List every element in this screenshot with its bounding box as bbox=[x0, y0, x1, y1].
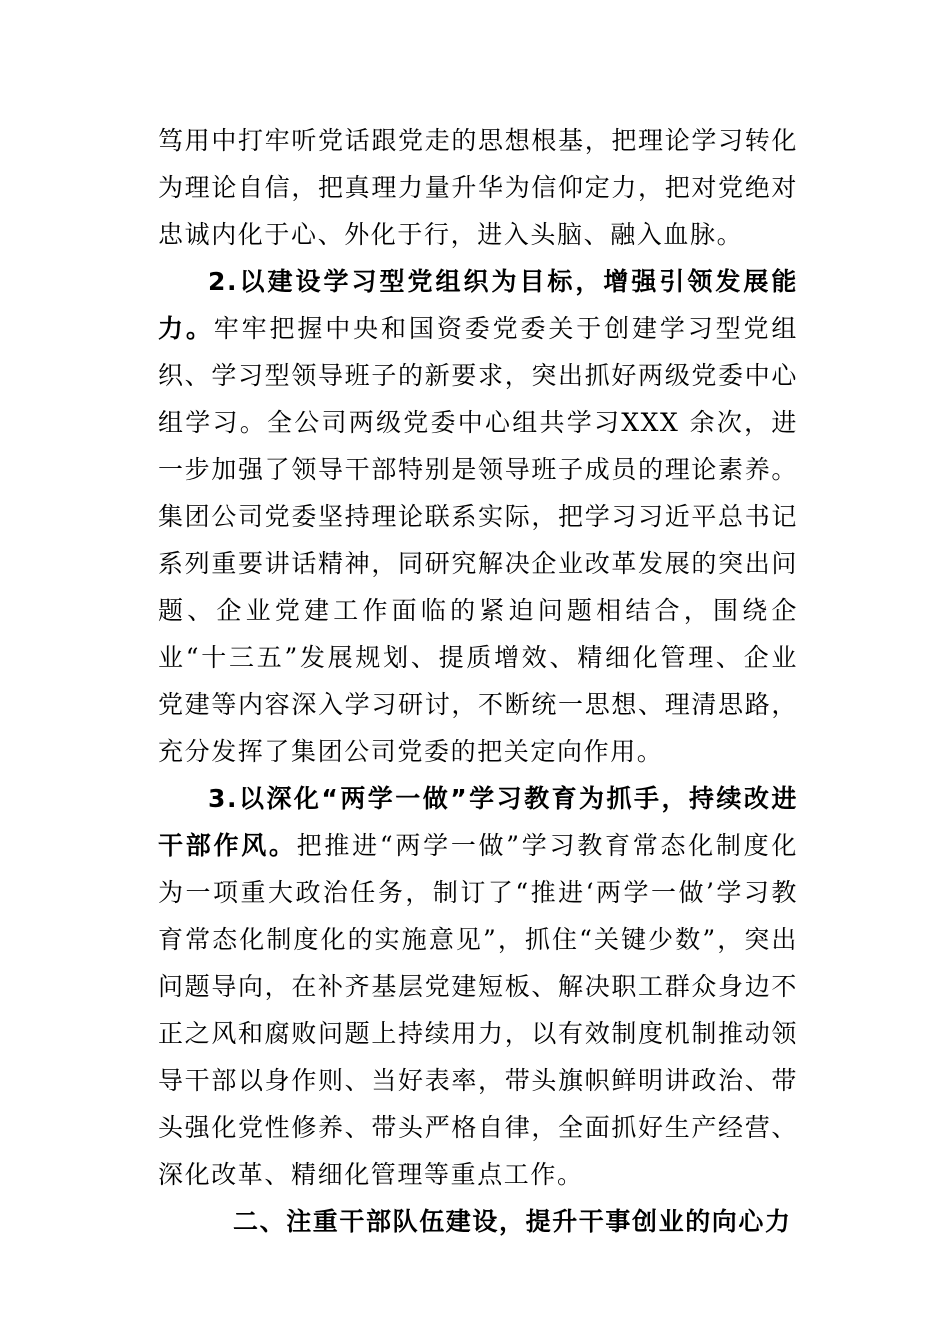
paragraph-two-studies bbox=[158, 775, 798, 1198]
paragraph-continuation bbox=[158, 117, 798, 258]
paragraph-text: 笃用中打牢听党话跟党走的思想根基，把理论学习转化为理论自信，把真理力量升华为信仰定力，把对党绝对忠诚内化于心、外化于行，进入头脑、融入血脉。 bbox=[158, 126, 798, 249]
section-heading: 二、注重干部队伍建设，提升干事创业的向心力 bbox=[233, 1207, 792, 1236]
paragraph-lead-heading: 2.以建设学习型党组织为目标，增强引领发展能力。 bbox=[158, 267, 798, 343]
paragraph-text: 牢牢把握中央和国资委党委关于创建学习型党组织、学习型领导班子的新要求，突出抓好两级党委中心组学习。全公司两级党委中心组共学习XXX 余次，进一步加强了领导干部特别是领导班子成员的理论素养。集团公司党委坚持理论联系实际，把学习习近平总书记系列重要讲话精神，同研究解决企业改革发展的突出问题、企业党建工作面临的紧迫问题相结合，围绕企业“十三五”发展规划、提质增效、精细化管理、企业党建等内容深入学习研讨，不断统一思想、理清思路，充分发挥了集团公司党委的把关定向作用。 bbox=[158, 314, 798, 766]
paragraph-learning-organization bbox=[158, 258, 798, 775]
paragraph-text: 把推进“两学一做”学习教育常态化制度化为一项重大政治任务，制订了“推进‘两学一做’学习教育常态化制度化的实施意见”，抓住“关键少数”，突出问题导向，在补齐基层党建短板、解决职工群众身边不正之风和腐败问题上持续用力，以有效制度机制推动领导干部以身作则、当好表率，带头旗帜鲜明讲政治、带头强化党性修养、带头严格自律，全面抓好生产经营、深化改革、精细化管理等重点工作。 bbox=[158, 831, 798, 1189]
document-page bbox=[158, 117, 798, 1245]
paragraph-lead-heading: 3.以深化“两学一做”学习教育为抓手，持续改进干部作风。 bbox=[158, 784, 798, 860]
